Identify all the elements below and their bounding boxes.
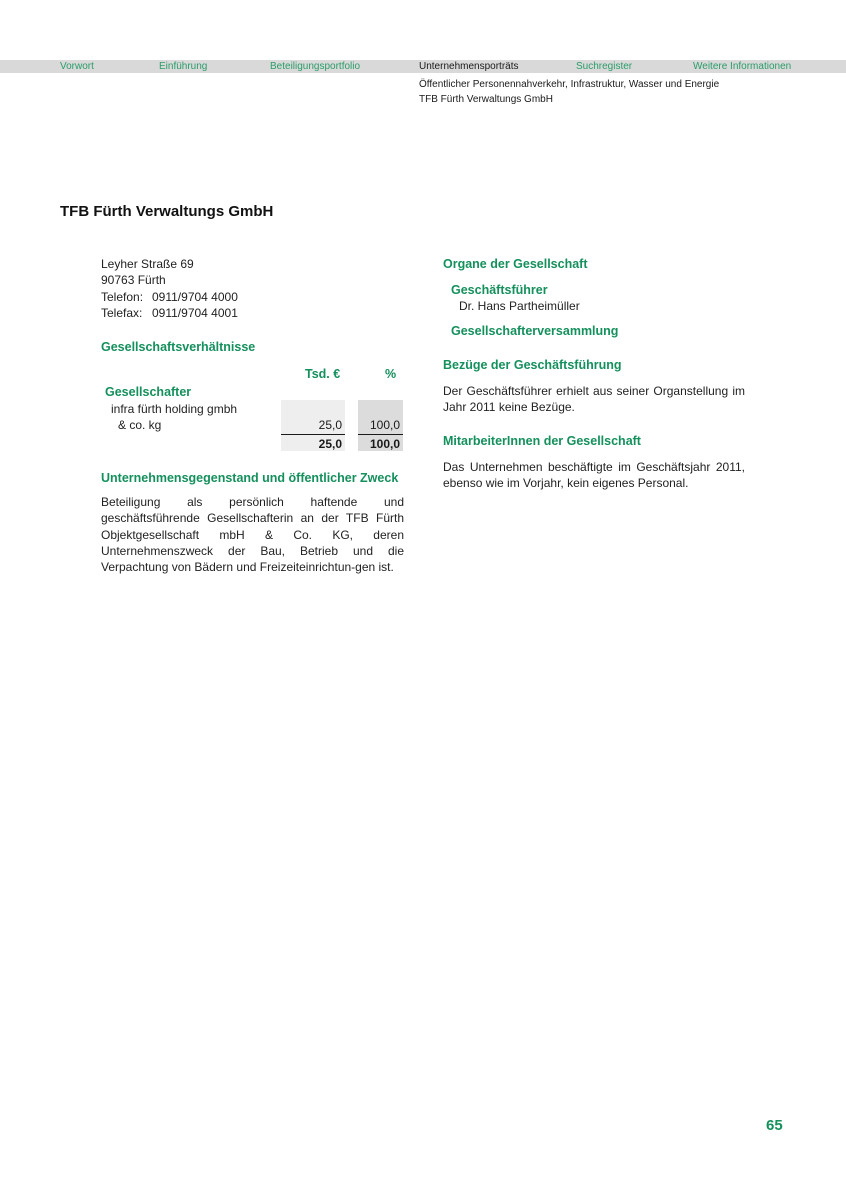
percent-total-rule — [358, 434, 403, 435]
total-eur-value: 25,0 — [318, 437, 342, 451]
phone-number: 0911/9704 4000 — [152, 290, 238, 304]
address-street: Leyher Straße 69 — [101, 257, 194, 271]
page-title: TFB Fürth Verwaltungs GmbH — [60, 203, 274, 220]
page-number: 65 — [766, 1117, 783, 1134]
shareholder-eur-value: 25,0 — [318, 418, 342, 432]
assembly-heading: Gesellschafterversammlung — [451, 324, 619, 338]
address-city: 90763 Fürth — [101, 273, 166, 287]
nav-weitere-informationen[interactable]: Weitere Informationen — [693, 61, 792, 72]
breadcrumb-sector: Öffentlicher Personennahverkehr, Infrastruktur, Wasser und Energie — [419, 79, 720, 90]
nav-beteiligungsportfolio[interactable]: Beteiligungsportfolio — [270, 61, 361, 72]
nav-einfuehrung[interactable]: Einführung — [159, 61, 208, 72]
shareholder-subheading: Gesellschafter — [105, 385, 192, 399]
purpose-text: Beteiligung als persönlich haftende und geschäftsführende Gesellschafterin an der TFB Fürth Objektgesellschaft mbH & Co. KG, deren Unternehmenszweck der Bau, Betrieb und die Verpachtung von Bädern und Freizeiteinrichtun-gen ist. — [101, 495, 404, 575]
compensation-text: Der Geschäftsführer erhielt aus seiner Organstellung im Jahr 2011 keine Bezüge. — [443, 384, 745, 415]
fax-number: 0911/9704 4001 — [152, 306, 238, 320]
nav-unternehmensportraets[interactable]: Unternehmensporträts — [419, 61, 519, 72]
manager-name: Dr. Hans Partheimüller — [459, 299, 580, 313]
staff-text: Das Unternehmen beschäftigte im Geschäftsjahr 2011, ebenso wie im Vorjahr, kein eigenes Personal. — [443, 460, 745, 491]
phone-label: Telefon: — [101, 290, 144, 304]
management-heading: Geschäftsführer — [451, 283, 548, 297]
shareholder-name: infra fürth holding gmbh — [111, 402, 238, 416]
col-header-percent: % — [385, 367, 397, 381]
eur-total-rule — [281, 434, 345, 435]
total-percent-value: 100,0 — [369, 437, 400, 451]
fax-label: Telefax: — [101, 306, 143, 320]
purpose-heading: Unternehmensgegenstand und öffentlicher Zweck — [101, 471, 399, 485]
col-header-eur: Tsd. € — [305, 367, 341, 381]
organs-heading: Organe der Gesellschaft — [443, 257, 588, 271]
breadcrumb-company: TFB Fürth Verwaltungs GmbH — [419, 94, 553, 105]
shareholder-name-cont: & co. kg — [118, 418, 162, 432]
ownership-heading: Gesellschaftsverhältnisse — [101, 340, 256, 354]
shareholder-percent-value: 100,0 — [369, 418, 400, 432]
nav-suchregister[interactable]: Suchregister — [576, 61, 633, 72]
compensation-heading: Bezüge der Geschäftsführung — [443, 358, 622, 372]
nav-vorwort[interactable]: Vorwort — [60, 61, 94, 72]
staff-heading: MitarbeiterInnen der Gesellschaft — [443, 434, 641, 448]
